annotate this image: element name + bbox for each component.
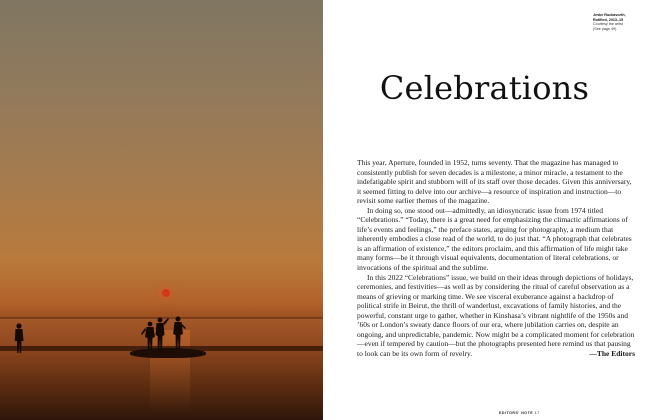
editors-signature: —The Editors [589, 348, 635, 358]
caption-credit: Jeske Ruckavorth, [593, 13, 626, 17]
photo-caption [593, 13, 643, 31]
setting-sun [162, 289, 170, 297]
people-silhouettes [0, 300, 323, 420]
article-paragraph: This year, Aperture, founded in 1952, turns seventy. That the magazine has managed to consistently publish for seven decades is a milestone, a minor miracle, a testament to the indefatigable spirit and stubborn will of its staff over those decades. Given this anniversary, it seemed fitting to delve into our archive—a resource of inspiration and instruction—to revisit some earlier themes of the magazine. [357, 158, 632, 206]
article-paragraph: In doing so, one stood out—admittedly, an idiosyncratic issue from 1974 titled “Celebrations.” “Today, there is a great need for emphasizing the climactic affirmations of life’s events and feelings,” the preface states, arguing for photography, a medium that inherently embodies a close read of the world, to do just that. “A photograph that celebrates is an affirmation of existence,” the editors proclaim, and this affirmation of life might take many forms—be it through visual equivalents, documentation of literal celebrations, or invocations of the spiritual and the sublime. [357, 205, 632, 273]
caption-page-ref: (See page 49) [593, 26, 617, 31]
article-body [357, 158, 635, 358]
silhouette-left-figure [15, 323, 24, 353]
page-number: 17 [534, 411, 540, 415]
silhouette-group [141, 317, 186, 353]
caption-courtesy: Courtesy the artist [593, 22, 623, 27]
editorial-page [323, 0, 646, 420]
paragraph-text: In this 2022 “Celebrations” issue, we build on their ideas through depictions of holidays, ceremonies, and festivities—as well as by considering the ritual of careful observation as a means of grieving or marking time. We see visceral exuberance against a backdrop of political strife in Beirut, the thrill of wanderlust, excavations of family histories, and the powerful, constant urge to gather, whether in Kinshasa’s vibrant nightlife of the 1950s and ’60s or London’s sweaty dance floors of our era, where jubilation carries on, despite an ongoing, and unpredictable, pandemic. Now might be a complicated moment for celebration—even if tempered by caution—but the photographs presented here remind us that pausing to look can be its own form of revelry. [357, 272, 635, 358]
page-footer [499, 411, 540, 415]
article-paragraph [357, 273, 635, 359]
article-title: Celebrations [379, 69, 590, 107]
section-label: EDITORS’ NOTE [499, 411, 534, 415]
caption-title: Rotified, 2013–15 [593, 17, 624, 22]
